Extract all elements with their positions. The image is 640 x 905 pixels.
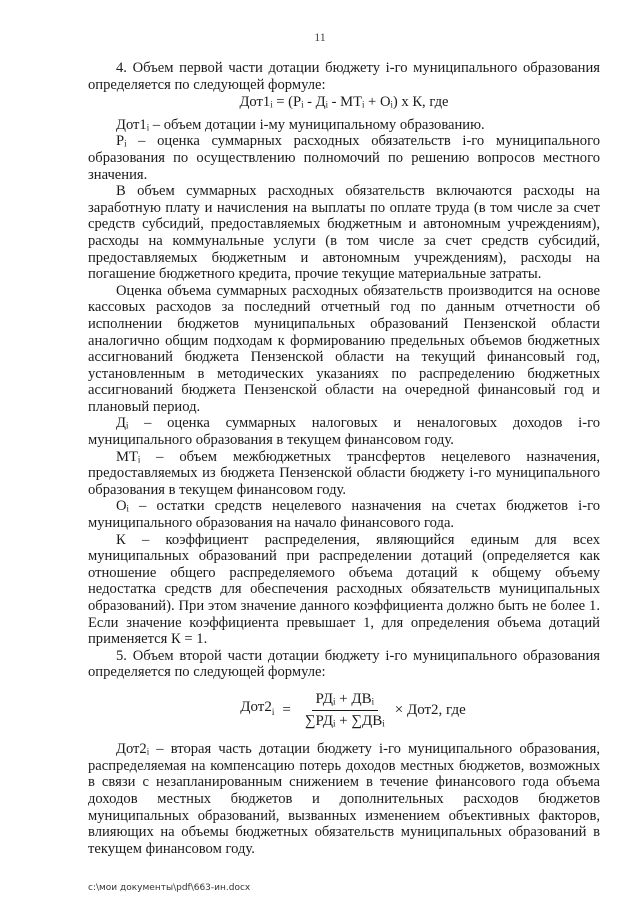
definition-p: Pᵢ – оценка суммарных расходных обязательств i-го муниципального образования по осуществлению полномочий по решению вопросов местного значения. <box>88 133 600 183</box>
formula-dot2-fraction <box>301 691 389 729</box>
definition-k: К – коэффициент распределения, являющийся единым для всех муниципальных образований при распределении дотаций (определяется как отношение общего распределяемого объема дотаций к общему объему недостатка средств для обеспечения расходных обязательств муниципальных образований). При этом значение данного коэффициента должно быть не более 1. Если значение коэффициента превышает 1, для определения объема дотаций применяется К = 1. <box>88 531 600 648</box>
paragraph-5-intro: 5. Объем второй части дотации бюджету i-го муниципального образования определяется по следующей формуле: <box>88 647 600 681</box>
definition-mt: МТᵢ – объем межбюджетных трансфертов нецелевого назначения, предоставляемых из бюджета Пензенской области бюджету i-го муниципального образования в текущем финансовом году. <box>88 448 600 498</box>
page-number: 11 <box>314 30 326 44</box>
formula-dot2-lhs: $Дот2_i$ <box>240 699 275 718</box>
footer-file-path: c:\мои документы\pdf\663-ин.docx <box>88 883 251 893</box>
paragraph-expenses: В объем суммарных расходных обязательств включаются расходы на заработную плату и начисления на выплаты по оплате труда (в том числе за счет средств субсидий, предоставляемых бюджетным и автономным учреждениям), расходы на коммунальные услуги (в том числе за счет средств субсидий, предоставляемых бюджетным и автономным учреждениям), расходы на погашение бюджетного кредита, прочие текущие материальные затраты. <box>88 183 600 283</box>
definition-d: Дᵢ – оценка суммарных налоговых и неналоговых доходов i-го муниципального образования в текущем финансовом году. <box>88 415 600 449</box>
document-body <box>88 60 600 857</box>
paragraph-assessment: Оценка объема суммарных расходных обязательств производится на основе кассовых расходов за последний отчетный год по данным отчетности об исполнении бюджетов муниципальных образований Пензенской области аналогично общим подходам к формированию предельных объемов бюджетных ассигнований бюджета Пензенской области на текущий финансовый год, установленным в методических указаниях по распределению бюджетных ассигнований бюджета Пензенской области на очередной финансовый год и плановый период. <box>88 282 600 415</box>
formula-dot2-rhs: × Дот2, где <box>394 701 466 718</box>
formula-dot2-equals: = <box>282 701 291 718</box>
paragraph-4-intro: 4. Объем первой части дотации бюджету i-го муниципального образования определяется по следующей формуле: <box>88 60 600 93</box>
definition-o: Оᵢ – остатки средств нецелевого назначения на счетах бюджетов i-го муниципального образования на начало финансового года. <box>88 498 600 532</box>
definition-dot1: Дот1ᵢ – объем дотации i-му муниципальному образованию. <box>116 116 485 133</box>
definition-dot2: Дот2ᵢ – вторая часть дотации бюджету i-го муниципального образования, распределяемая на компенсацию потерь доходов местных бюджетов, возможных в связи с незапланированным снижением в течение финансового года объема доходов местных бюджетов и дополнительных расходов бюджетов муниципальных образований, вызванных изменением объективных факторов, влияющих на объемы бюджетных обязательств муниципальных образований в текущем финансовом году. <box>88 741 600 857</box>
formula-dot1: Дот1ᵢ = (Pᵢ - Дᵢ - МТᵢ + Оᵢ) х К, где <box>239 94 449 111</box>
formula-dot2 <box>106 691 600 729</box>
formula-dot2-numerator: РДᵢ + ДВᵢ <box>312 691 379 711</box>
formula-dot2-denominator: ∑РДᵢ + ∑ДВᵢ <box>304 712 385 729</box>
